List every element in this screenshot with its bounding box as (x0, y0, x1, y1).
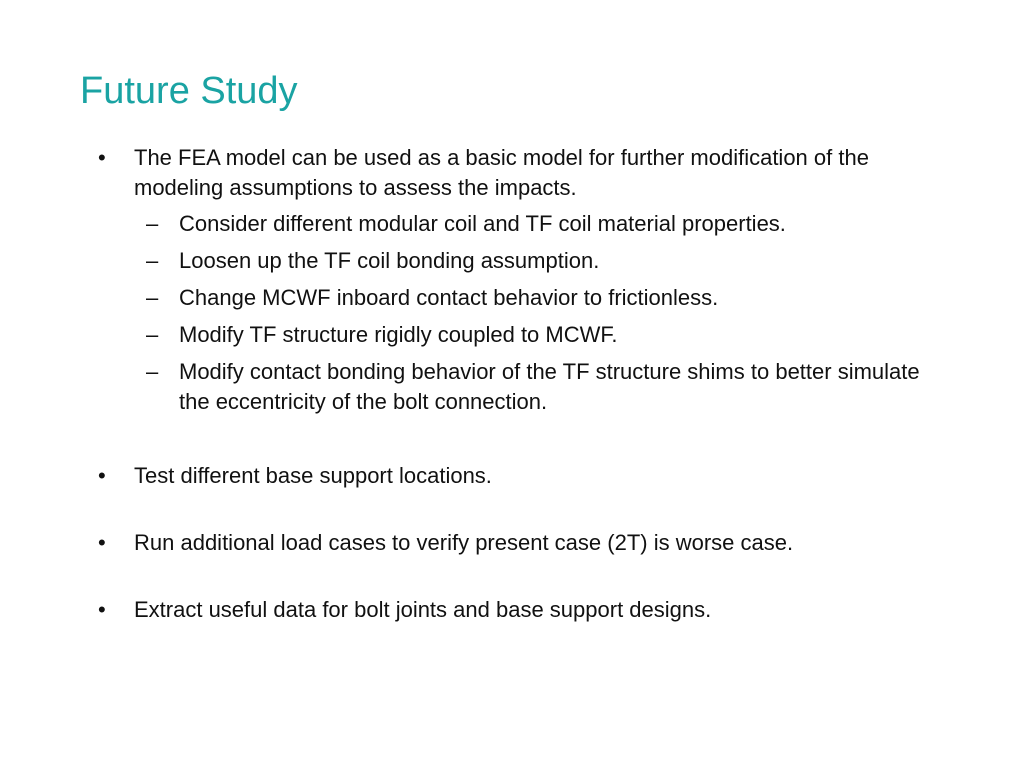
sub-bullet-item (96, 357, 946, 417)
sub-bullet-item (96, 246, 946, 276)
spacer (96, 558, 946, 595)
dash-marker: – (146, 248, 159, 273)
sub-bullet-item (96, 209, 946, 239)
bullet-item (96, 461, 946, 491)
bullet-marker: • (98, 597, 106, 622)
sub-bullet-text: Loosen up the TF coil bonding assumption. (179, 248, 600, 273)
bullet-text: The FEA model can be used as a basic model for further modification of the modeling assumptions to assess the impacts. (134, 145, 869, 200)
sub-bullet-text: Consider different modular coil and TF coil material properties. (179, 211, 786, 236)
bullet-item (96, 595, 946, 625)
dash-marker: – (146, 211, 159, 236)
sub-bullet-item (96, 320, 946, 350)
bullet-marker: • (98, 463, 106, 488)
slide-content (96, 143, 946, 625)
bullet-item (96, 143, 946, 203)
sub-bullet-text: Modify TF structure rigidly coupled to MCWF. (179, 322, 618, 347)
spacer (96, 491, 946, 528)
sub-bullet-list (96, 209, 946, 417)
dash-marker: – (146, 285, 159, 310)
bullet-marker: • (98, 530, 106, 555)
slide-title: Future Study (80, 70, 298, 112)
bullet-item (96, 528, 946, 558)
sub-bullet-text: Modify contact bonding behavior of the TF structure shims to better simulate the eccentricity of the bolt connection. (179, 359, 920, 414)
sub-bullet-text: Change MCWF inboard contact behavior to frictionless. (179, 285, 719, 310)
bullet-marker: • (98, 145, 106, 170)
bullet-text: Test different base support locations. (134, 463, 492, 488)
bullet-text: Extract useful data for bolt joints and base support designs. (134, 597, 712, 622)
dash-marker: – (146, 359, 159, 384)
bullet-text: Run additional load cases to verify present case (2T) is worse case. (134, 530, 794, 555)
sub-bullet-item (96, 283, 946, 313)
spacer (96, 424, 946, 461)
dash-marker: – (146, 322, 159, 347)
